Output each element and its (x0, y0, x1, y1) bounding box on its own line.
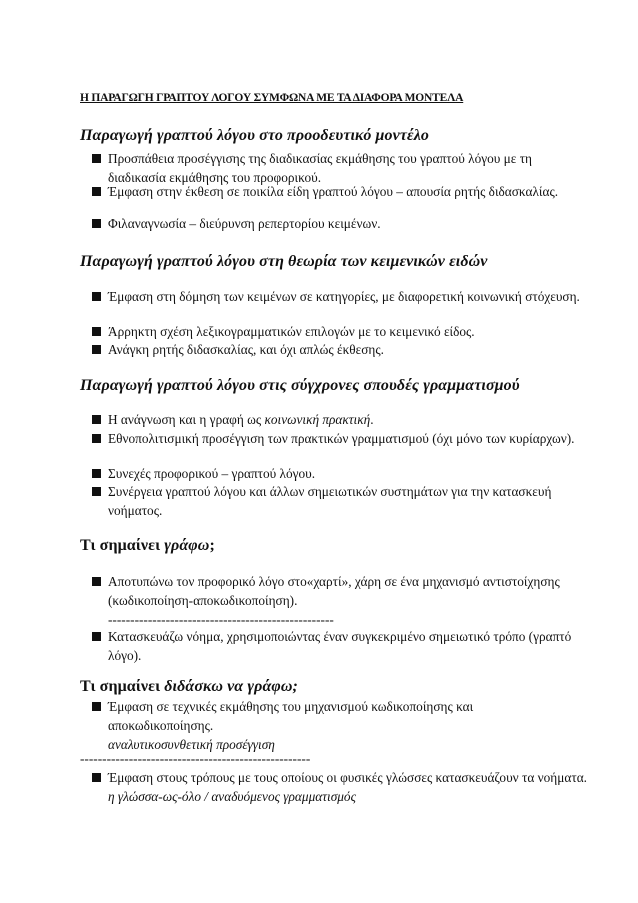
section-heading-literacy: Παραγωγή γραπτού λόγου στις σύγχρονες σπουδές γραμματισμού (80, 377, 520, 394)
bullet-icon (92, 292, 101, 301)
list-item: Κατασκευάζω νόημα, χρησιμοποιώντας έναν συγκεκριμένο σημειωτικό τρόπο (γραπτό λόγο). (108, 627, 588, 665)
document-title: Η ΠΑΡΑΓΩΓΗ ΓΡΑΠΤΟΥ ΛΟΓΟΥ ΣΥΜΦΩΝΑ ΜΕ ΤΑ ΔΙΑΦΟΡΑ ΜΟΝΤΕΛΑ (80, 92, 464, 104)
list-item: Έμφαση στους τρόπους με τους οποίους οι φυσικές γλώσσες κατασκευάζουν τα νοήματα. η γλώσσα-ως-όλο / αναδυόμενος γραμματισμός (108, 768, 588, 806)
list-item: Έμφαση σε τεχνικές εκμάθησης του μηχανισμού κωδικοποίησης και αποκωδικοποίησης. αναλυτικοσυνθετική προσέγγιση (108, 697, 508, 754)
section-heading-genres: Παραγωγή γραπτού λόγου στη θεωρία των κειμενικών ειδών (80, 253, 488, 270)
list-item: Άρρηκτη σχέση λεξικογραμματικών επιλογών με το κειμενικό είδος. (108, 322, 588, 341)
bullet-icon (92, 577, 101, 586)
list-item: Φιλαναγνωσία – διεύρυνση ρεπερτορίου κειμένων. (108, 214, 588, 233)
list-item: Ανάγκη ρητής διδασκαλίας, και όχι απλώς έκθεσης. (108, 340, 588, 359)
inline-separator: --------------------------------------------------- (108, 612, 334, 627)
bullet-icon (92, 632, 101, 641)
list-item: Έμφαση στην έκθεση σε ποικίλα είδη γραπτού λόγου – απουσία ρητής διδασκαλίας. (108, 182, 588, 201)
section-heading-progressive: Παραγωγή γραπτού λόγου στο προοδευτικό μοντέλο (80, 127, 429, 144)
list-item: Αποτυπώνω τον προφορικό λόγο στο«χαρτί», χάρη σε ένα μηχανισμό αντιστοίχησης (κωδικοποίηση-αποκωδικοποίηση). --------------------------------------------------- (108, 572, 588, 629)
bullet-icon (92, 187, 101, 196)
list-item: Συνεχές προφορικού – γραπτού λόγου. (108, 464, 588, 483)
bullet-icon (92, 327, 101, 336)
separator-line: ---------------------------------------------------- (80, 751, 311, 766)
section-heading-write: Τι σημαίνει γράφω; (80, 537, 215, 554)
list-item: Εθνοπολιτισμική προσέγγιση των πρακτικών γραμματισμού (όχι μόνο των κυρίαρχων). (108, 429, 588, 448)
bullet-icon (92, 219, 101, 228)
bullet-icon (92, 415, 101, 424)
bullet-icon (92, 434, 101, 443)
list-item: Έμφαση στη δόμηση των κειμένων σε κατηγορίες, με διαφορετική κοινωνική στόχευση. (108, 287, 588, 306)
section-heading-teach-write: Τι σημαίνει διδάσκω να γράφω; (80, 678, 298, 695)
list-item: Η ανάγνωση και η γραφή ως κοινωνική πρακτική. (108, 410, 588, 429)
bullet-icon (92, 345, 101, 354)
bullet-icon (92, 702, 101, 711)
bullet-icon (92, 469, 101, 478)
list-item: Συνέργεια γραπτού λόγου και άλλων σημειωτικών συστημάτων για την κατασκευή νοήματος. (108, 482, 588, 520)
list-item: Προσπάθεια προσέγγισης της διαδικασίας εκμάθησης του γραπτού λόγου με τη διαδικασία εκμάθησης του προφορικού. (108, 149, 588, 187)
bullet-icon (92, 487, 101, 496)
bullet-icon (92, 154, 101, 163)
bullet-icon (92, 773, 101, 782)
